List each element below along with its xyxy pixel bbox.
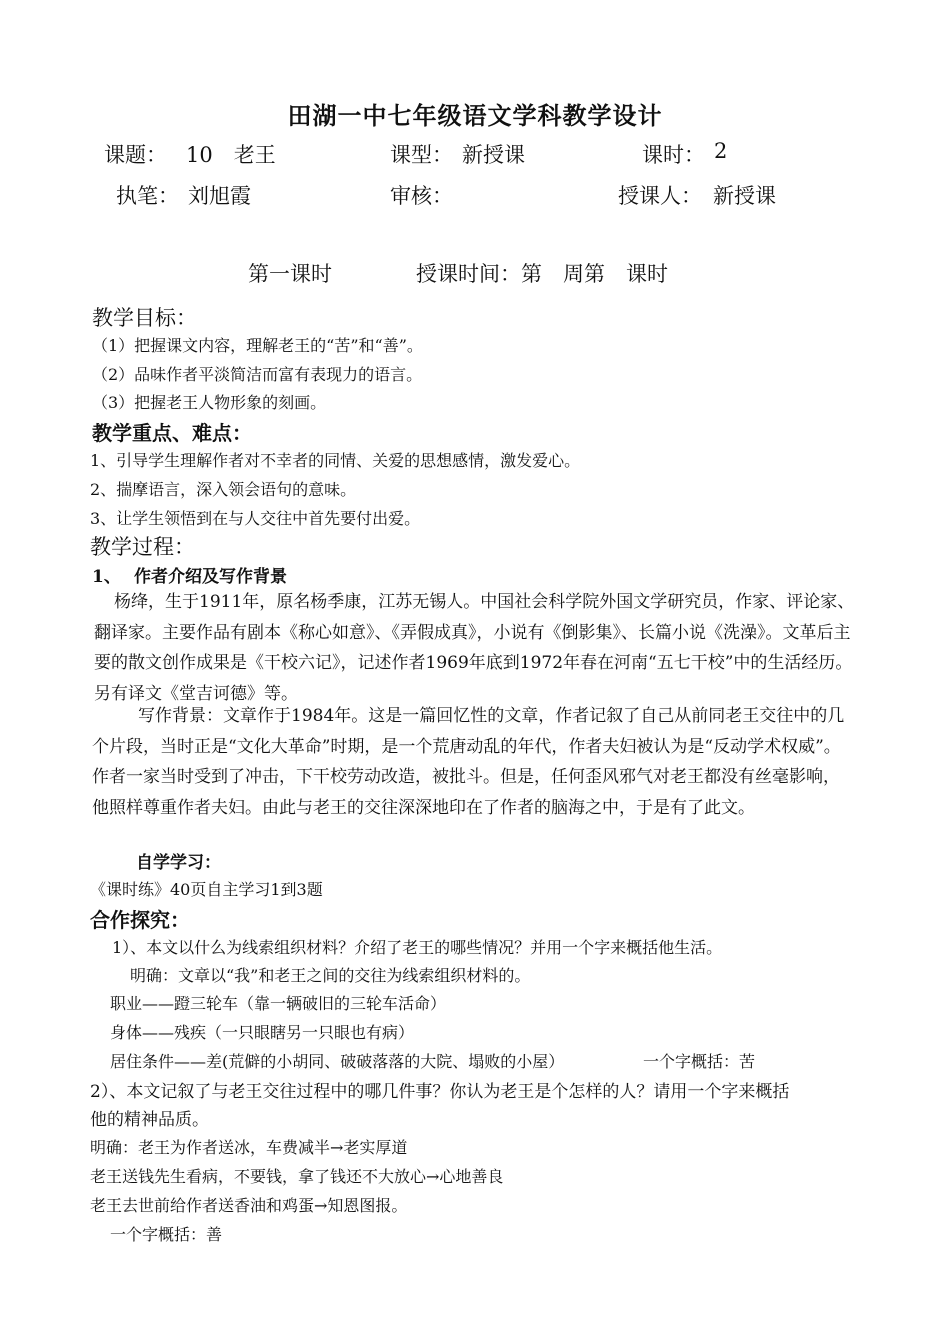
objectives-heading: 教学目标： — [92, 306, 197, 330]
question-2-line-1: 2）、本文记叙了与老王交往过程中的哪几件事？你认为老王是个怎样的人？请用一个字来概括 — [90, 1082, 790, 1102]
topic-label: 课题： — [104, 143, 167, 167]
section-title: 作者介绍及写作背景 — [134, 567, 287, 587]
summary-1: 一个字概括：苦 — [643, 1052, 756, 1071]
summary-2: 一个字概括：善 — [110, 1225, 223, 1244]
objective-item: （1）把握课文内容，理解老王的“苦”和“善”。 — [92, 336, 423, 355]
background-paragraph: 写作背景：文章作于1984年。这是一篇回忆性的文章，作者记叙了自己从前同老王交往中的几个片段，当时正是“文化大革命”时期，是一个荒唐动乱的年代，作者夫妇被认为是“反动学术权威”。作者一家当时受到了冲击，下干校劳动改造，被批斗。但是，任何歪风邪气对老王都没有丝毫影响，他照样尊重作者夫妇。由此与老王的交往深深地印在了作者的脑海之中，于是有了此文。 — [92, 706, 845, 818]
key-point-item: 3、让学生领悟到在与人交往中首先要付出爱。 — [90, 509, 421, 528]
objective-item: （3）把握老王人物形象的刻画。 — [92, 393, 327, 412]
author-label: 执笔： — [116, 184, 179, 208]
objective-item: （2）品味作者平淡简洁而富有表现力的语言。 — [92, 365, 423, 384]
topic-value: 10 老王 — [186, 143, 276, 167]
answer-1: 明确：文章以“我”和老王之间的交往为线索组织材料的。 — [130, 966, 531, 985]
hours-value: 2 — [714, 139, 728, 163]
key-point-item: 2、揣摩语言，深入领会语句的意味。 — [90, 480, 357, 499]
type-label: 课型： — [390, 143, 453, 167]
process-heading: 教学过程： — [90, 535, 195, 559]
key-points-heading: 教学重点、难点： — [92, 421, 252, 445]
section-number: 1、 — [92, 567, 121, 587]
self-study-text: 《课时练》40页自主学习1到3题 — [90, 880, 323, 899]
question-1: 1）、本文以什么为线索组织材料？介绍了老王的哪些情况？并用一个字来概括他生活。 — [112, 938, 723, 957]
body-line: 身体——残疾（一只眼瞎另一只眼也有病） — [110, 1023, 415, 1042]
cooperation-heading: 合作探究： — [90, 908, 190, 932]
answer-2-line-2: 老王送钱先生看病，不要钱，拿了钱还不大放心→心地善良 — [90, 1167, 504, 1186]
lesson-time: 授课时间：第 周第 课时 — [416, 262, 668, 286]
living-line: 居住条件——差(荒僻的小胡同、破破落落的大院、塌败的小屋） — [110, 1052, 565, 1071]
author-intro-paragraph: 杨绛，生于1911年，原名杨季康，江苏无锡人。中国社会科学院外国文学研究员，作家、评论家、翻译家。主要作品有剧本《称心如意》、《弄假成真》，小说有《倒影集》、长篇小说《洗澡》。文革后主要的散文创作成果是《干校六记》，记述作者1969年底到1972年春在河南“五七干校”中的生活经历。另有译文《堂吉诃德》等。 — [94, 592, 855, 704]
key-point-item: 1、引导学生理解作者对不幸者的同情、关爱的思想感情，激发爱心。 — [90, 451, 581, 470]
teacher-label: 授课人： — [618, 184, 702, 208]
question-2-line-2: 他的精神品质。 — [90, 1110, 209, 1130]
type-value: 新授课 — [462, 143, 525, 167]
review-label: 审核： — [390, 184, 453, 208]
teacher-value: 新授课 — [713, 184, 776, 208]
answer-2-line-3: 老王去世前给作者送香油和鸡蛋→知恩图报。 — [90, 1196, 408, 1215]
hours-label: 课时： — [642, 143, 705, 167]
lesson-number: 第一课时 — [248, 262, 332, 286]
document-title: 田湖一中七年级语文学科教学设计 — [287, 101, 663, 130]
answer-2-line-1: 明确：老王为作者送冰，车费减半→老实厚道 — [90, 1138, 408, 1157]
author-value: 刘旭霞 — [188, 184, 251, 208]
self-study-heading: 自学学习： — [136, 853, 221, 873]
job-line: 职业——蹬三轮车（靠一辆破旧的三轮车活命） — [110, 994, 447, 1013]
